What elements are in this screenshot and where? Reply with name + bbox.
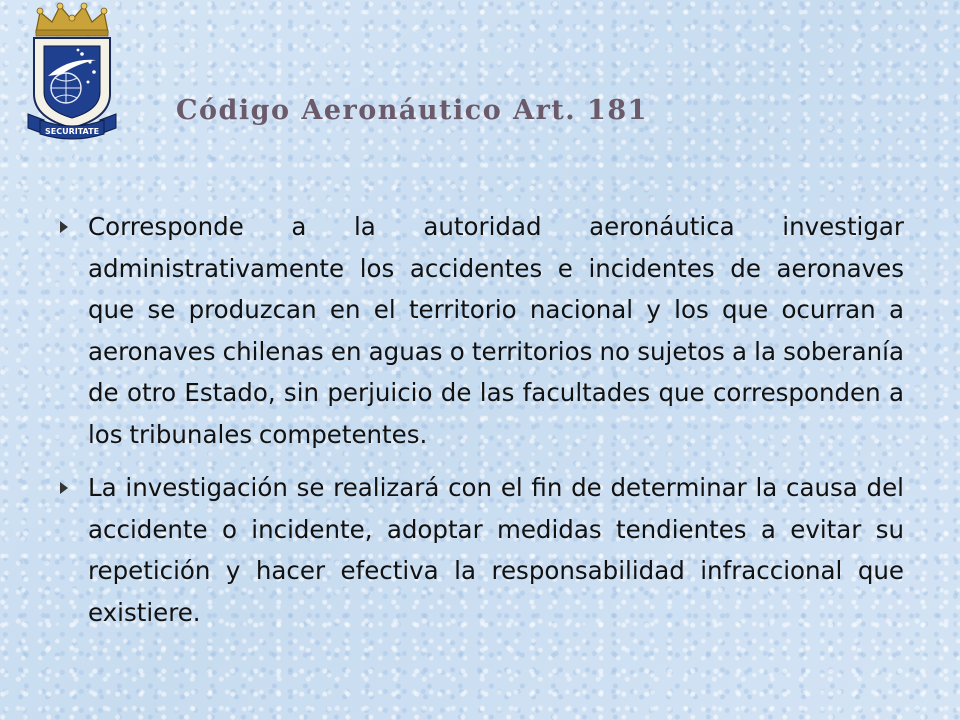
bullet-text: Corresponde a la autoridad aeronáutica investigar administrativamente los accidentes e incidentes de aeronaves que se produzcan en el territorio nacional y los que ocurran a aeronaves chilenas en aguas o territorios no sujetos a la soberanía de otro Estado, sin perjuicio de las facultades que corresponden a los tribunales competentes. [88,212,904,449]
bullet-list [58,206,904,645]
banner-text: SECURITATE [44,127,100,136]
dgac-crest-logo [22,2,122,140]
list-item [58,206,904,455]
bullet-text: La investigación se realizará con el fin de determinar la causa del accidente o incidente, adoptar medidas tendientes a evitar su repetición y hacer efectiva la responsabilidad infraccional que existiere. [88,473,904,627]
shield-icon [34,38,110,128]
slide-title: Código Aeronáutico Art. 181 [176,95,648,126]
crest-emblem-icon [22,2,122,140]
triangle-right-icon [58,467,88,500]
list-item [58,467,904,633]
triangle-right-icon [58,206,88,239]
crown-icon [36,3,108,36]
